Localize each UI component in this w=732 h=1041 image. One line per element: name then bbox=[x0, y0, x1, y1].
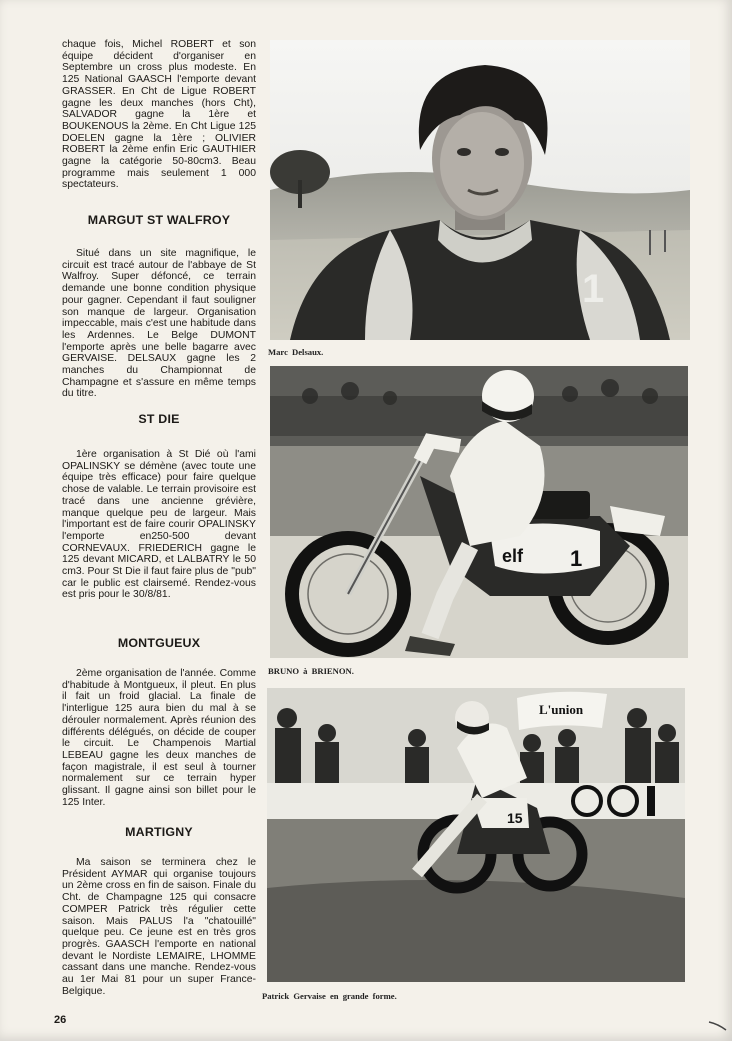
paragraph-montgueux bbox=[62, 668, 256, 808]
heading-martigny: MARTIGNY bbox=[125, 825, 193, 839]
race-crowd-image bbox=[267, 688, 685, 982]
paragraph-martigny bbox=[62, 857, 256, 997]
caption-photo2: BRUNO à BRIENON. bbox=[268, 666, 354, 676]
photo-patrick-gervaise bbox=[267, 688, 685, 982]
intro-text: chaque fois, Michel ROBERT et son équipe décident d'organiser en Septembre un cross plus modeste. En 125 National GAASCH l'emporte devant GRASSER. En Cht de Ligue ROBERT gagne les deux manches (hors Cht), SALVADOR gagne la 1ère et BOUKENOUS la 2ème. En Cht Ligue 125 DOELEN gagne la 1ère ; OLIVIER ROBERT la 2ème enfin Eric GAUTHIER gagne la catégorie 50-80cm3. Beau programme mais seulement 1 000 spectateurs. bbox=[62, 39, 256, 191]
bike-brand: elf bbox=[502, 546, 524, 566]
heading-montgueux: MONTGUEUX bbox=[117, 636, 201, 650]
caption-photo3: Patrick Gervaise en grande forme. bbox=[262, 991, 397, 1001]
heading-margut: MARGUT ST WALFROY bbox=[87, 213, 231, 227]
heading-stdie: ST DIE bbox=[138, 412, 180, 426]
martigny-text: Ma saison se terminera chez le Président AYMAR qui organise toujours un 2ème cross en fin de saison. Finale du Cht. de Champagne 125 qui consacre COMPER Patrick très régulier cette saison. Mais PALUS l'a "chatouillé" quelque peu. Ce jeune est en très gros progrès. GAASCH l'emporte en national devant le Nordiste LEMAIRE, LHOMME cassant dans une manche. Rendez-vous au 1er Mai 81 pour un super France-Belgique. bbox=[62, 857, 256, 997]
motocross-bike-image bbox=[270, 366, 688, 658]
photo-marc-delsaux bbox=[270, 40, 690, 340]
caption-photo1: Marc Delsaux. bbox=[268, 347, 324, 357]
portrait-image bbox=[270, 40, 690, 340]
banner-text: L'union bbox=[539, 702, 584, 717]
margut-text: Situé dans un site magnifique, le circuit est tracé autour de l'abbaye de St Walfroy. Super défoncé, ce terrain demande une bonne condition physique pour gagner. Cependant il faut souligner son manque de largeur. Organisation impeccable, mais c'est une habitude dans les Ardennes. Le Belge DUMONT l'emporte après une belle bagarre avec GERVAISE. DELSAUX gagne les 2 manches du Championnat de Champagne et s'assure en même temps du titre. bbox=[62, 248, 256, 400]
bike-number: 1 bbox=[570, 546, 583, 571]
paragraph-margut bbox=[62, 248, 256, 400]
corner-curl-icon bbox=[708, 1018, 728, 1032]
jersey-number: 1 bbox=[582, 267, 605, 311]
bike3-number: 15 bbox=[507, 810, 523, 826]
paragraph-stdie bbox=[62, 449, 256, 601]
paragraph-intro bbox=[62, 39, 256, 191]
stdie-text: 1ère organisation à St Dié où l'ami OPALINSKY se démène (avec toute une équipe très efficace) pour faire quelque chose de valable. Le terrain provisoire est tracé dans une ancienne grévière, manque quelque peu de largeur. Mais l'important est de faire courir OPALINSKY l'emporte en250-500 devant CORNEVAUX. FRIEDERICH gagne le 125 devant MICARD, et LALBATRY le 50 cm3. Pour St Die il faut faire plus de "pub" car le public est clairsemé. Rendez-vous est pris pour le 30/8/81. bbox=[62, 449, 256, 601]
montgueux-text: 2ème organisation de l'année. Comme d'habitude à Montgueux, il pleut. En plus il fait un froid glacial. La finale de l'interligue 125 aura bien du mal à se dérouler normalement. Après réunion des différents délégués, on décide de couper le circuit. Le Champenois Martial LEBEAU gagne les deux manches de façon magistrale, il est seul à tourner normalement sur ce terrain hyper glissant. Il gagne ainsi son billet pour le 125 Inter. bbox=[62, 668, 256, 808]
photo-bruno-brienon bbox=[270, 366, 688, 658]
page-number: 26 bbox=[54, 1014, 67, 1026]
